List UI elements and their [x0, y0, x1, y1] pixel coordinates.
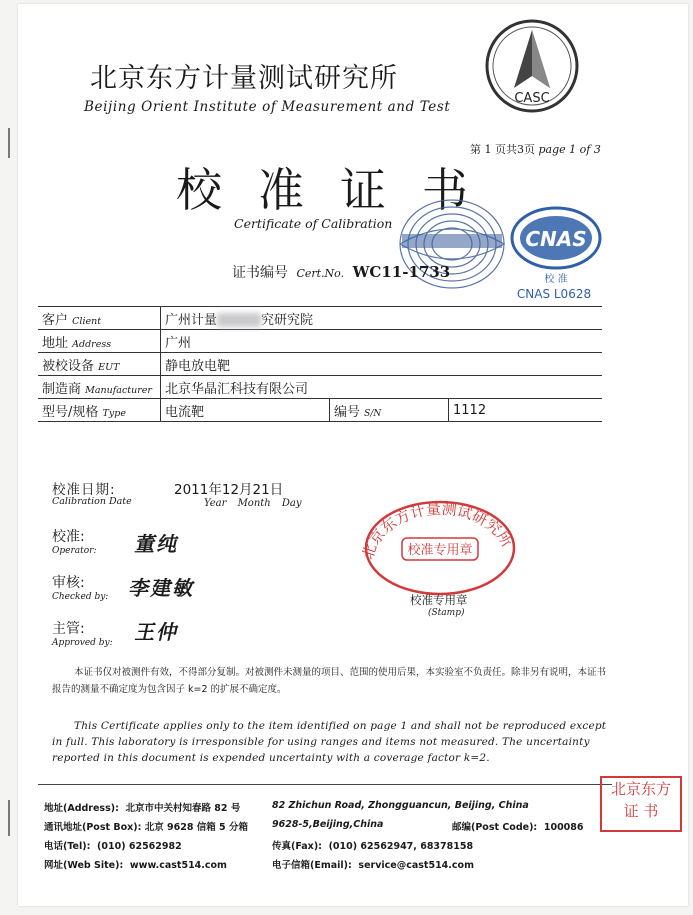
- casc-logo: [484, 18, 580, 114]
- partial-red-stamp: [600, 776, 682, 832]
- calibration-date-units: Year Month Day: [204, 498, 302, 509]
- footer-email: 电子信箱(Email): service@cast514.com: [272, 860, 474, 871]
- cert-number-value: WC11-1733: [352, 263, 451, 281]
- organization-name-cn: 北京东方计量测试研究所: [90, 63, 398, 94]
- device-info-table: [38, 306, 602, 422]
- table-row: [38, 376, 602, 399]
- svg-text:校准专用章: 校准专用章: [407, 543, 473, 558]
- calibration-date-label-en: Calibration Date: [52, 496, 132, 507]
- approved-block: [52, 618, 113, 648]
- svg-text:北京东方计量测试研究所: 北京东方计量测试研究所: [358, 499, 517, 562]
- operator-signature: 董纯: [133, 532, 183, 556]
- certificate-number: [232, 262, 450, 282]
- approved-label-cn: 主管:: [52, 621, 85, 637]
- page-number-en: page 1 of 3: [538, 143, 601, 156]
- operator-block: [52, 526, 97, 556]
- svg-text:CNAS: CNAS: [525, 227, 587, 251]
- certificate-title-cn: 校准证书: [176, 163, 504, 217]
- redacted-text: [217, 313, 261, 327]
- organization-name-en: Beijing Orient Institute of Measurement and Test: [84, 99, 451, 115]
- manufacturer-value: 北京华晶汇科技有限公司: [161, 376, 603, 399]
- checked-label-cn: 审核:: [52, 575, 85, 591]
- calibration-date-value: 2011年12月21日: [174, 482, 284, 498]
- checked-block: [52, 572, 108, 602]
- footer-divider: [38, 784, 612, 785]
- serial-value: 1112: [449, 399, 603, 422]
- table-row: [38, 399, 602, 422]
- svg-text:CNAS L0628: CNAS L0628: [516, 287, 592, 301]
- svg-text:校 准: 校 准: [544, 274, 568, 285]
- cnas-mark: [506, 196, 606, 302]
- scan-edge-mark: [8, 128, 10, 158]
- svg-text:CASC: CASC: [514, 91, 550, 106]
- operator-label-cn: 校准:: [52, 529, 85, 545]
- footer-fax: 传真(Fax): (010) 62562947, 68378158: [272, 841, 474, 852]
- disclaimer-cn: 本证书仅对被测件有效，不得部分复制。对被测件未测量的项目、范围的使用后果，本实验室不负责任。除非另有说明，本证书报告的测量不确定度为包含因子 k=2 的扩展不确定度。: [52, 667, 607, 695]
- stamp-label-en: (Stamp): [428, 608, 465, 618]
- disclaimer-en: This Certificate applies only to the item identified on page 1 and shall not be reproduced except in full. This laboratory is irresponsible for using ranges and items not measured. The uncertainty reported in this document is expended uncertainty with a coverage factor k=2.: [52, 720, 607, 764]
- client-label: 客户 Client: [38, 307, 161, 330]
- checked-signature: 李建敏: [127, 576, 199, 600]
- cert-number-label-en: Cert.No.: [296, 267, 345, 280]
- footer-address: 地址(Address): 北京市中关村知春路 82 号: [44, 803, 241, 814]
- type-value: 电流靶: [161, 399, 330, 422]
- partial-stamp-line-2: 证 书: [623, 802, 659, 820]
- certificate-title-en: Certificate of Calibration: [234, 216, 393, 231]
- checked-label-en: Checked by:: [52, 592, 109, 602]
- operator-label-en: Operator:: [52, 546, 97, 556]
- manufacturer-label: 制造商 Manufacturer: [38, 376, 161, 399]
- table-row: [38, 307, 602, 330]
- type-label: 型号/规格 Type: [38, 399, 161, 422]
- client-value: 广州计量 究研究院: [161, 307, 603, 330]
- eut-value: 静电放电靶: [161, 353, 603, 376]
- table-row: [38, 353, 602, 376]
- footer-tel: 电话(Tel): (010) 62562982: [44, 841, 182, 852]
- page-number-cn: 第 1 页共3页: [470, 143, 535, 156]
- footer-address-en: 82 Zhichun Road, Zhongguancun, Beijing, China: [272, 800, 529, 811]
- address-label: 地址 Address: [38, 330, 161, 353]
- serial-label: 编号 S/N: [330, 399, 449, 422]
- footer-website: 网址(Web Site): www.cast514.com: [44, 860, 227, 871]
- calibration-date-label-cn: 校准日期:: [52, 482, 116, 498]
- stamp-label-cn: 校准专用章: [410, 593, 468, 607]
- scan-edge-mark: [8, 800, 10, 836]
- approved-signature: 王仲: [133, 620, 183, 644]
- address-value: 广州: [161, 330, 603, 353]
- footer-postbox: 通讯地址(Post Box): 北京 9628 信箱 5 分箱: [44, 822, 248, 833]
- eut-label: 被校设备 EUT: [38, 353, 161, 376]
- partial-stamp-line-1: 北京东方: [610, 780, 671, 798]
- table-row: [38, 330, 602, 353]
- red-stamp-icon: [358, 492, 522, 598]
- footer-postbox-en: 9628-5,Beijing,China: [272, 819, 384, 830]
- certificate-page: [18, 4, 688, 906]
- cert-number-label-cn: 证书编号: [232, 265, 288, 281]
- approved-label-en: Approved by:: [52, 638, 113, 648]
- footer-postcode: 邮编(Post Code): 100086: [452, 822, 584, 833]
